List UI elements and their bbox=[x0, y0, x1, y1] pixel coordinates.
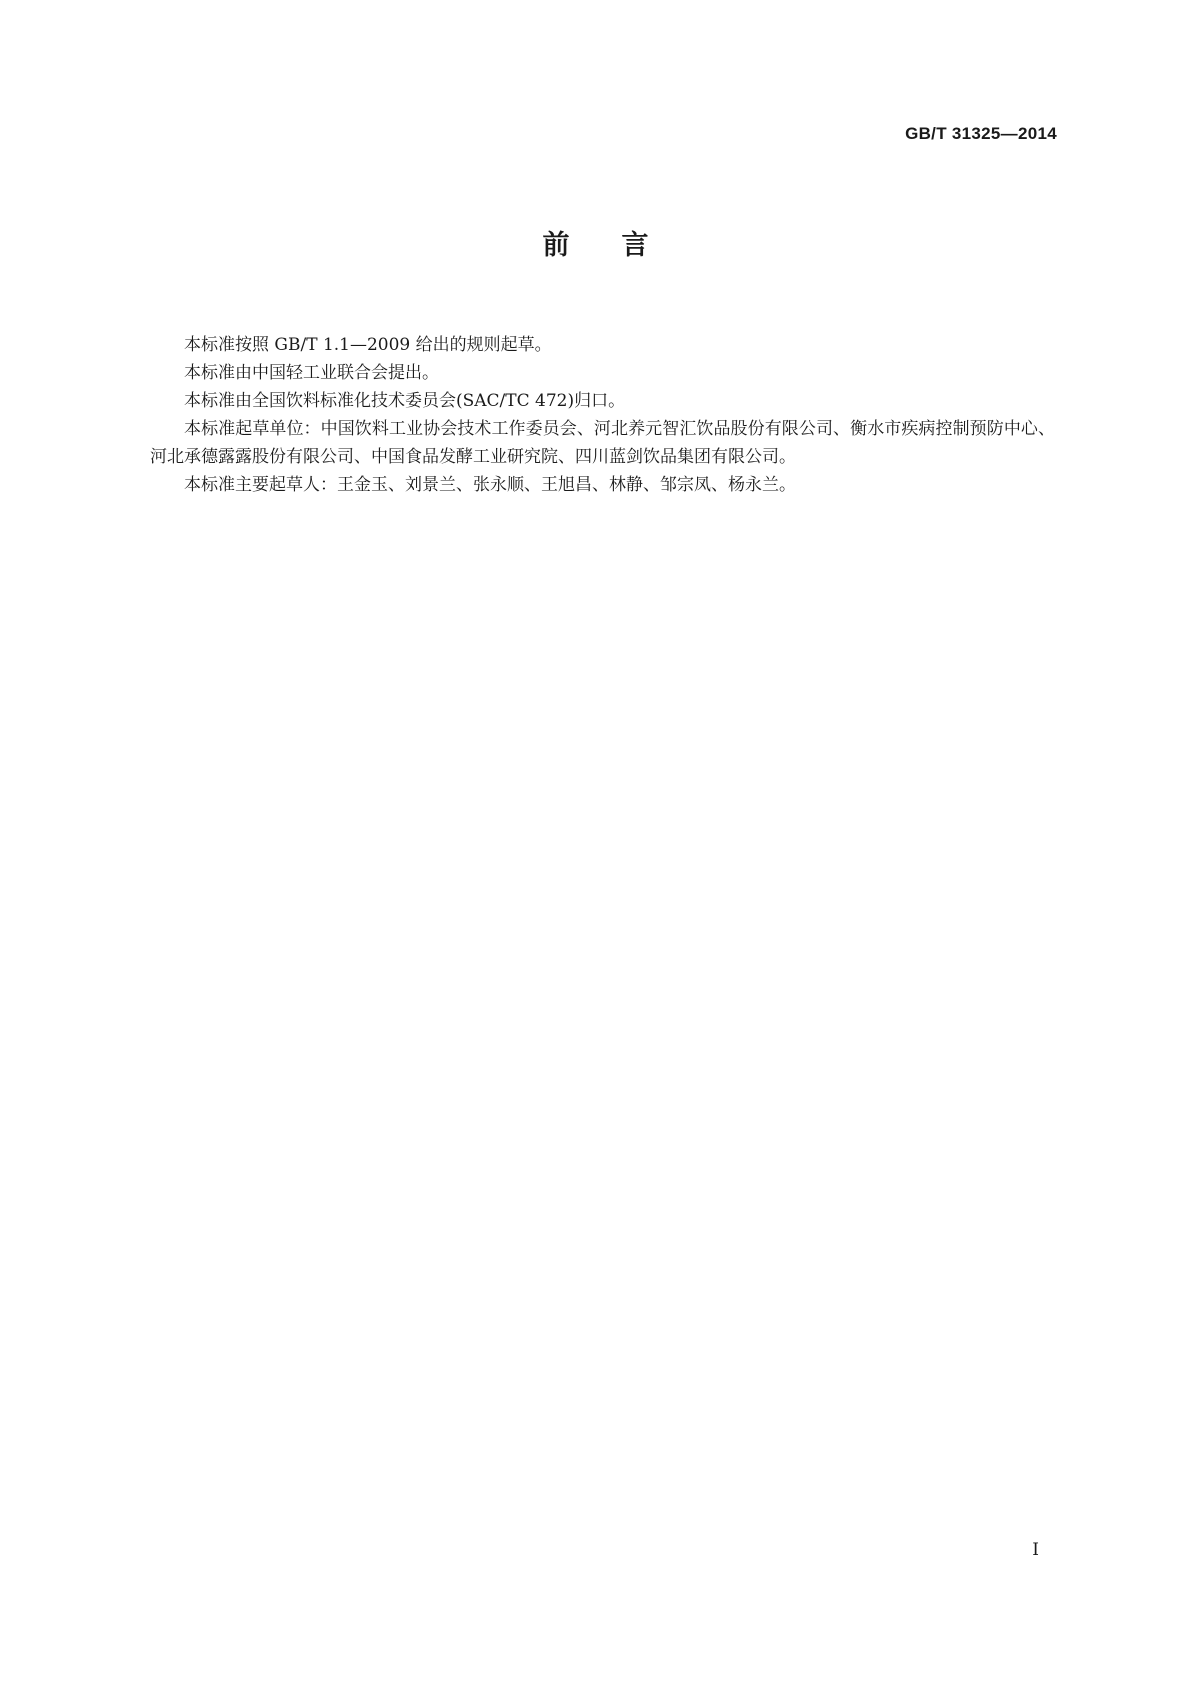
paragraph-proposer: 本标准由中国轻工业联合会提出。 bbox=[184, 363, 439, 383]
page-number: I bbox=[1032, 1540, 1039, 1560]
standard-code: GB/T 31325—2014 bbox=[905, 124, 1057, 143]
paragraph-drafting-units: 本标准起草单位：中国饮料工业协会技术工作委员会、河北养元智汇饮品股份有限公司、衡水市疾病控制预防中心、河北承德露露股份有限公司、中国食品发酵工业研究院、四川蓝剑饮品集团有限公司。 bbox=[150, 419, 1055, 467]
paragraph-administrator: 本标准由全国饮料标准化技术委员会(SAC/TC 472)归口。 bbox=[184, 391, 626, 411]
foreword-body bbox=[150, 331, 1055, 499]
paragraph-main-drafters: 本标准主要起草人：王金玉、刘景兰、张永顺、王旭昌、林静、邹宗凤、杨永兰。 bbox=[184, 475, 796, 495]
page-title: 前言 bbox=[542, 230, 701, 261]
paragraph-drafting-rules: 本标准按照 GB/T 1.1—2009 给出的规则起草。 bbox=[184, 335, 552, 355]
